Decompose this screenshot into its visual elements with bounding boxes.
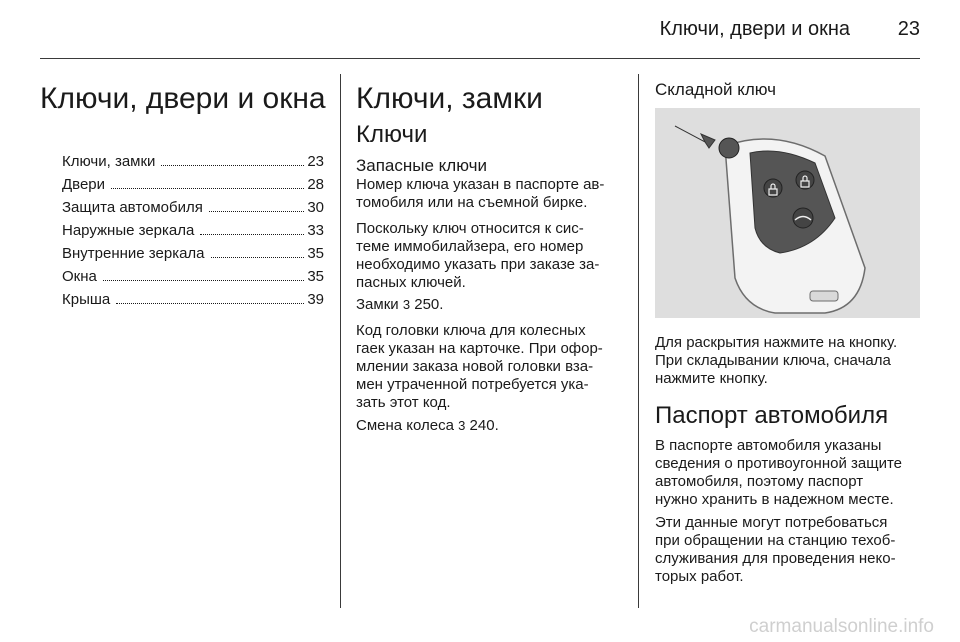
figure-caption: Для раскрытия нажмите на кнопку. При складывании ключа, сначала нажмите кнопку. [655, 334, 898, 387]
topic-heading-folding-key: Складной ключ [655, 80, 777, 99]
topic-heading: Запасные ключи [356, 156, 487, 175]
section-heading: Ключи, замки [356, 82, 543, 115]
watermark: carmanualsonline.info [749, 616, 934, 637]
paragraph-key-number: Номер ключа указан в паспорте ав- томобиля или на съемной бирке. [356, 176, 605, 211]
page-number: 23 [897, 18, 920, 40]
toc-item[interactable]: Окна 35 [62, 268, 324, 285]
cross-reference-wheel-change[interactable]: Смена колеса 3 240. [356, 417, 499, 434]
column-divider-left [340, 74, 341, 608]
column-divider-right [638, 74, 639, 608]
paragraph-wheel-lock-code: Код головки ключа для колесных гаек указан на карточке. При офор- млении заказа новой головки вза- мен утраченной потребуется ука- зать этот код. [356, 322, 603, 411]
toc-item[interactable]: Защита автомобиля 30 [62, 199, 324, 216]
chapter-toc [62, 150, 324, 311]
paragraph-passport-info: В паспорте автомобиля указаны сведения о противоугонной защите автомобиля, поэтому паспорт нужно хранить в надежном месте. [655, 437, 902, 508]
subsection-heading: Ключи [356, 121, 428, 148]
header-divider [40, 58, 920, 59]
folding-key-illustration [655, 108, 920, 318]
paragraph-passport-service: Эти данные могут потребоваться при обращении на станцию техоб- служивания для проведения неко- торых работ. [655, 514, 896, 585]
paragraph-immobilizer: Поскольку ключ относится к сис- теме иммобилайзера, его номер необходимо указать при заказе за- пасных ключей. [356, 220, 600, 291]
arrow-icon: 3 [402, 297, 411, 312]
chapter-title: Ключи, двери и окна [40, 82, 326, 115]
toc-item[interactable]: Двери 28 [62, 176, 324, 193]
arrow-icon: 3 [458, 418, 466, 433]
subsection-heading-vehicle-passport: Паспорт автомобиля [655, 402, 889, 429]
toc-item[interactable]: Наружные зеркала 33 [62, 222, 324, 239]
toc-item[interactable]: Внутренние зеркала 35 [62, 245, 324, 262]
running-header-title: Ключи, двери и окна [659, 18, 850, 40]
toc-item[interactable]: Ключи, замки 23 [62, 153, 324, 170]
cross-reference-locks[interactable]: Замки 3 250. [356, 296, 444, 313]
toc-item[interactable]: Крыша 39 [62, 291, 324, 308]
